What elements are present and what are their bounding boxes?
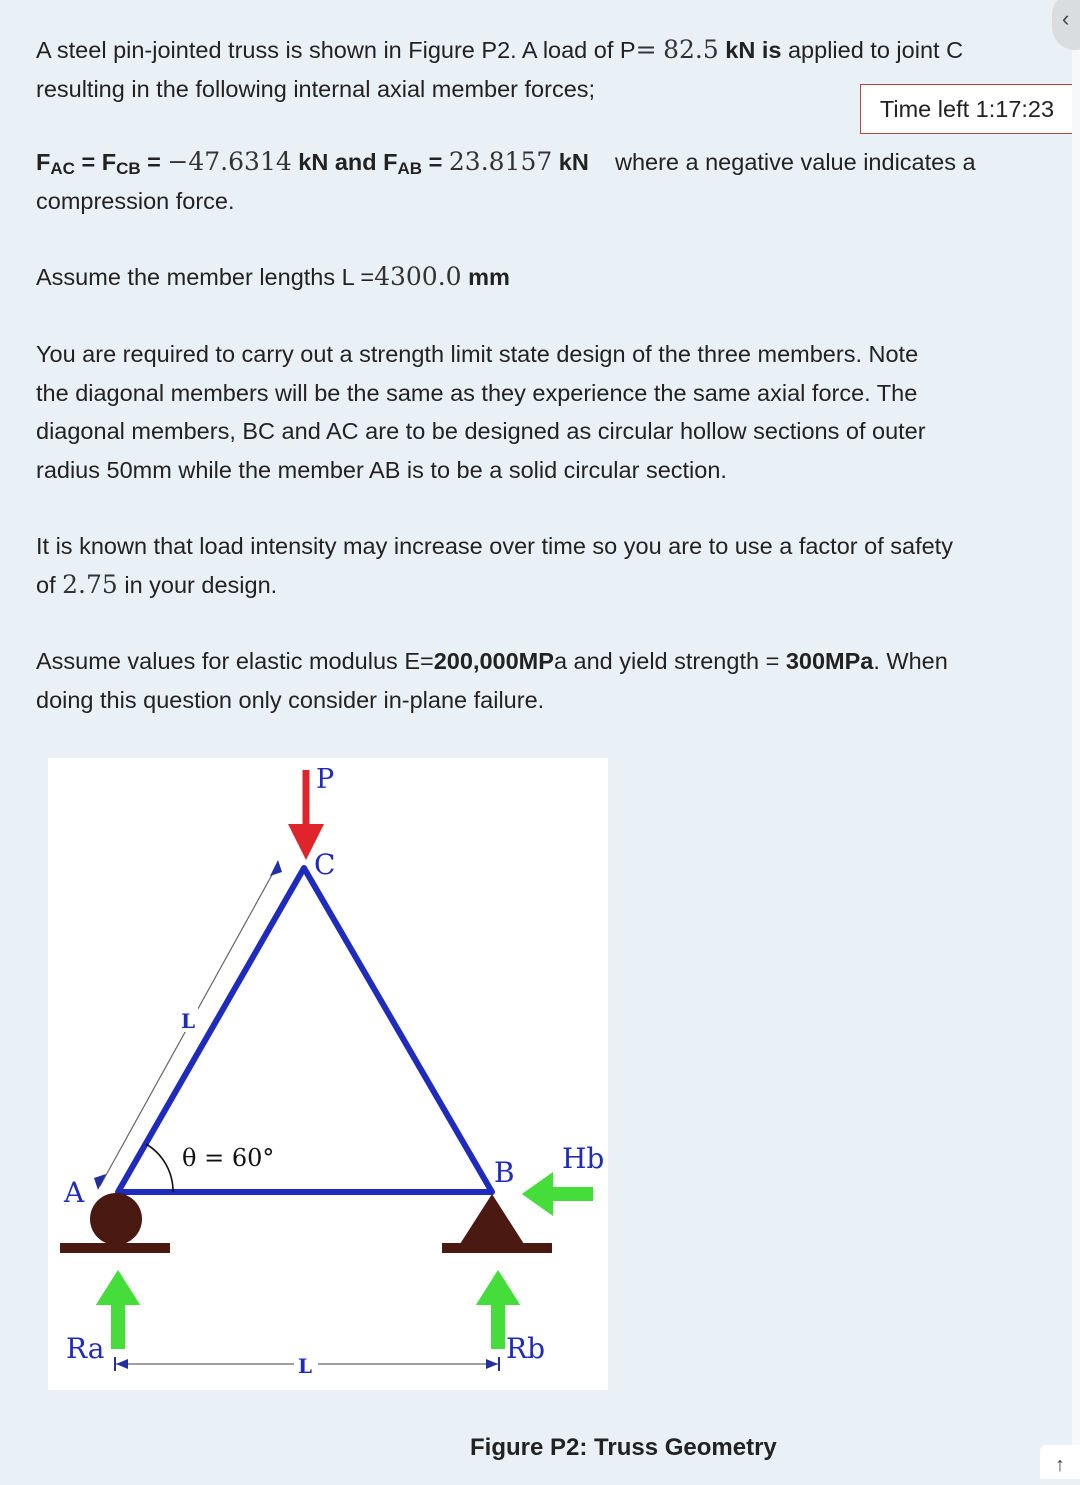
time-left-badge: Time left 1:17:23	[860, 84, 1074, 134]
pin-support-b	[460, 1194, 524, 1244]
intro-paragraph	[36, 31, 963, 108]
horizontal-reaction-arrow	[520, 1170, 594, 1218]
right-scroll-track[interactable]	[1072, 0, 1080, 1479]
force-unit: kN	[552, 149, 589, 175]
question-page	[2, 0, 1074, 1479]
reaction-label-rb: Rb	[506, 1332, 546, 1365]
material-paragraph	[36, 642, 948, 719]
force-subscript-ac: AC	[50, 159, 75, 178]
dimension-arrowhead	[486, 1359, 498, 1369]
requirements-line: You are required to carry out a strength limit state design of the three members. Note	[36, 341, 919, 367]
dimension-arrowhead	[116, 1359, 128, 1369]
requirements-paragraph	[36, 335, 926, 489]
requirements-line: diagonal members, BC and AC are to be designed as circular hollow sections of outer	[36, 418, 926, 444]
material-text-mid: a and yield strength =	[553, 648, 786, 674]
load-value: 82.5	[663, 35, 719, 64]
force-symbol: F	[36, 149, 51, 175]
reaction-label-hb: Hb	[562, 1142, 605, 1175]
roller-support-a	[90, 1193, 142, 1245]
load-unit: kN is	[725, 37, 782, 63]
elastic-modulus-value: 200,000MP	[433, 648, 554, 674]
force-eq: =	[140, 149, 168, 175]
lengths-text: Assume the member lengths L =	[36, 264, 375, 290]
dimension-arrowhead	[270, 860, 282, 876]
intro-text: A steel pin-jointed truss is shown in Figure P2. A load of P	[36, 37, 636, 63]
reaction-label-ra: Ra	[66, 1332, 105, 1365]
safety-suffix: in your design.	[117, 571, 278, 598]
safety-prefix: of	[36, 571, 63, 598]
truss-diagram	[48, 758, 608, 1390]
material-text: Assume values for elastic modulus E=	[36, 648, 434, 674]
material-text-end: . When	[873, 648, 948, 674]
truss-members	[118, 868, 492, 1192]
member-length-unit: mm	[461, 264, 510, 290]
forces-paragraph	[36, 143, 976, 220]
intro-text-line2: resulting in the following internal axial member forces;	[36, 75, 596, 102]
ground-b	[442, 1243, 552, 1253]
ground-a	[60, 1243, 170, 1253]
diagonal-length-label: L	[181, 1009, 196, 1033]
force-unit-and: kN and F	[291, 149, 398, 175]
safety-factor-value: 2.75	[62, 569, 118, 599]
material-text-line2: doing this question only consider in-plane failure.	[36, 686, 545, 713]
force-eq-ab: =	[422, 149, 449, 175]
angle-label: θ = 60°	[182, 1144, 275, 1172]
safety-text: It is known that load intensity may increase over time so you are to use a factor of safety	[36, 533, 953, 559]
base-length-label: L	[298, 1354, 313, 1378]
safety-paragraph	[36, 527, 953, 604]
diagonal-force-value: −47.6314	[167, 147, 292, 176]
yield-strength-value: 300MPa	[785, 648, 874, 674]
angle-arc	[146, 1144, 173, 1192]
force-subscript-ab: AB	[397, 159, 423, 178]
equals-sign: =	[635, 35, 657, 64]
force-symbol-eq: = F	[74, 149, 117, 175]
figure-caption: Figure P2: Truss Geometry	[470, 1434, 777, 1461]
arrow-up-icon: ↑	[1055, 1454, 1065, 1476]
force-note-line2: compression force.	[36, 187, 235, 214]
chevron-left-icon: ‹	[1062, 6, 1070, 31]
load-label-p: P	[316, 764, 335, 795]
member-length-value: 4300.0	[374, 262, 462, 291]
base-force-value: 23.8157	[448, 147, 553, 176]
joint-label-b: B	[494, 1156, 515, 1189]
scroll-up-button[interactable]	[1040, 1445, 1080, 1479]
force-subscript-cb: CB	[116, 159, 141, 178]
requirements-line: radius 50mm while the member AB is to be a solid circular section.	[36, 456, 727, 483]
requirements-line: the diagonal members will be the same as they experience the same axial force. The	[36, 379, 918, 406]
joint-label-c: C	[314, 848, 336, 881]
force-note: where a negative value indicates a	[614, 149, 976, 175]
truss-figure	[48, 758, 608, 1390]
dimension-arrowhead	[94, 1174, 106, 1190]
lengths-paragraph	[36, 258, 510, 297]
intro-text-end: applied to joint C	[781, 37, 964, 63]
joint-label-a: A	[64, 1176, 85, 1209]
